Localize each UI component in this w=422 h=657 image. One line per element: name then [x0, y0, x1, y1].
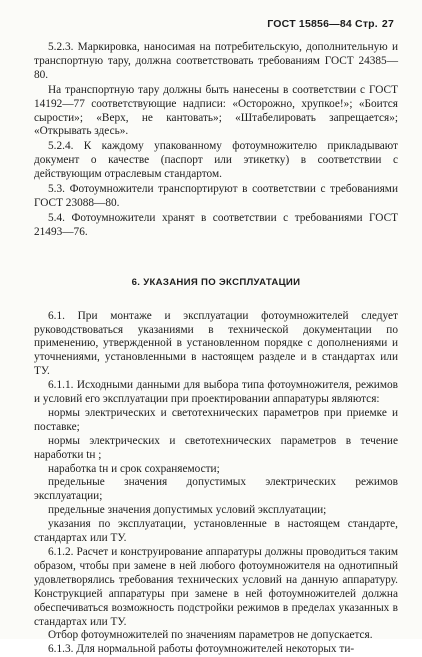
paragraph-selection-prohibited: Отбор фотоумножителей по значениям параметров не допускается.: [48, 629, 373, 642]
document-body: [34, 41, 398, 657]
paragraph-transport-labels: На транспортную тару должны быть нанесены в соответствии с ГОСТ 14192—77 соответствующие надписи: «Осторожно, хрупкое!»; «Боится сырости»; «Верх, не кантовать»; «Штабелировать запрещается»; «Открывать здесь».: [34, 83, 398, 138]
paragraph-5-2-3: 5.2.3. Маркировка, наносимая на потребительскую, дополнительную и транспортную тару, должна соответствовать требованиям ГОСТ 24385—80.: [34, 41, 398, 81]
standard-code: ГОСТ 15856—84: [267, 18, 352, 30]
paragraph-6-1: 6.1. При монтаже и эксплуатации фотоумножителей следует руководствоваться указаниями в технической документации по применению, утвержденной в установленном порядке с дополнениями и уточнениями, установленными в настоящем разделе и в стандартах или ТУ.: [34, 309, 398, 378]
list-item-acceptance-norms: нормы электрических и светотехнических параметров при приемке и поставке;: [34, 406, 398, 433]
paragraph-6-1-3: 6.1.3. Для нормальной работы фотоумножителей некоторых ти-: [48, 643, 355, 656]
paragraph-5-4: 5.4. Фотоумножители хранят в соответствии с требованиями ГОСТ 21493—76.: [34, 211, 398, 238]
page-label: Стр.: [355, 18, 378, 30]
paragraph-5-3: 5.3. Фотоумножители транспортируют в соответствии с требованиями ГОСТ 23088—80.: [34, 183, 398, 209]
list-item-electrical-limits: предельные значения допустимых электрических режимов эксплуатации;: [34, 476, 398, 503]
list-item-operating-instructions: указания по эксплуатации, установленные в настоящем стандарте, стандартах или ТУ.: [34, 518, 398, 545]
section-title: 6. УКАЗАНИЯ ПО ЭКСПЛУАТАЦИИ: [131, 276, 301, 288]
paragraph-6-1-2: 6.1.2. Расчет и конструирование аппаратуры должны проводиться таким образом, чтобы при замене в ней любого фотоумножителя на однотипный удовлетворялись требования технических условий на данную аппаратуру. Конструкцией аппаратуры при замене в ней фотоумножителей должна обеспечиваться возможность подстройки режимов в пределах указанных в стандартах или ТУ.: [34, 546, 398, 628]
list-item-operating-time: наработка tн и срок сохраняемости;: [48, 462, 220, 475]
paragraph-5-2-4: 5.2.4. К каждому упакованному фотоумножителю прикладывают документ о качестве (паспорт или этикетку) в соответствии с действующим отраслевым стандартом.: [34, 140, 398, 181]
page-header: [267, 18, 394, 30]
list-item-condition-limits: предельные значения допустимых условий эксплуатации;: [48, 504, 327, 517]
paragraph-6-1-1: 6.1.1. Исходными данными для выбора типа фотоумножителя, режимов и условий его эксплуатации при проектировании аппаратуры являются:: [34, 379, 398, 406]
list-item-operating-norms: нормы электрических и светотехнических параметров в течение наработки tн ;: [34, 434, 398, 461]
page-number: 27: [381, 18, 394, 30]
